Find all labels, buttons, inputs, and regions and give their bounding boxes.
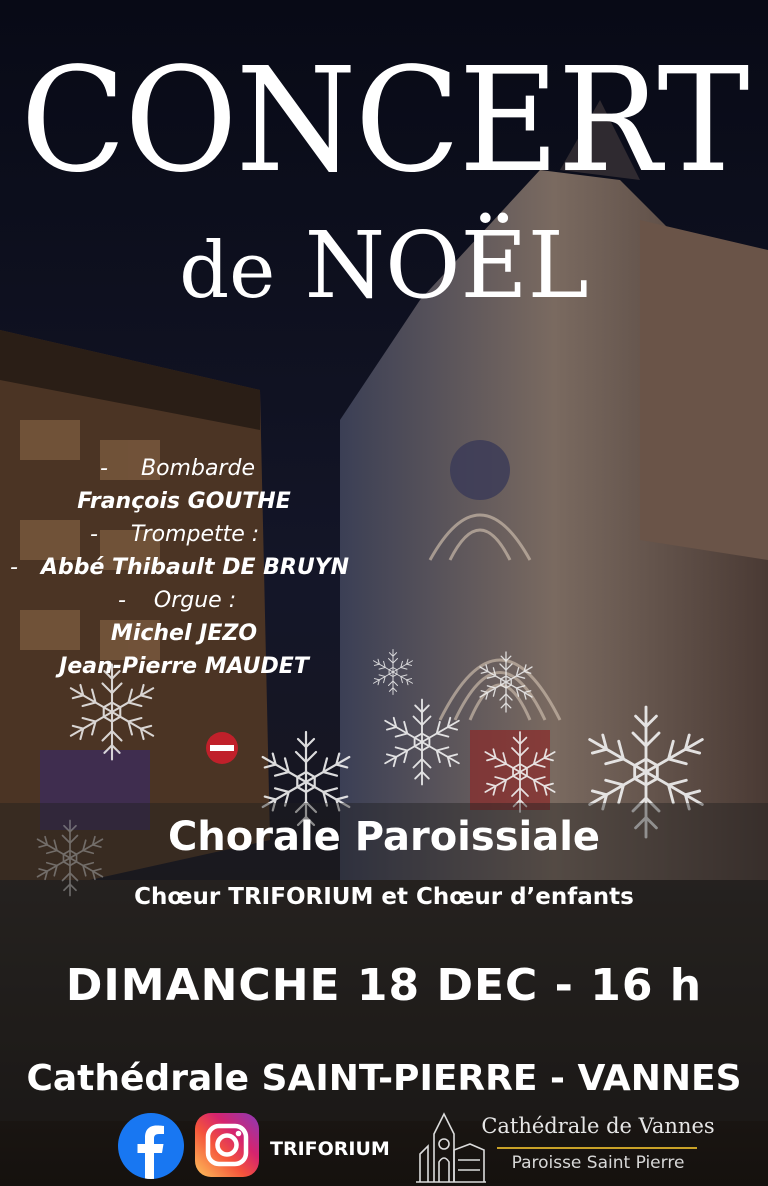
snowflake-icon	[477, 652, 535, 712]
list-dash: -	[10, 555, 18, 580]
musician-name: Jean-Pierre MAUDET	[59, 654, 309, 679]
chorale-title: Chorale Paroissiale	[167, 814, 601, 860]
list-dash: -	[100, 456, 108, 481]
list-dash: -	[90, 522, 98, 547]
social-handle[interactable]: TRIFORIUM	[270, 1138, 390, 1160]
musician-row	[0, 518, 368, 551]
title-noel: NOËL	[304, 212, 589, 319]
instrument-label: Trompette :	[130, 522, 260, 547]
musician-row	[0, 452, 368, 485]
instagram-icon[interactable]	[195, 1113, 259, 1177]
musician-row	[0, 584, 368, 617]
title-de: de	[179, 226, 276, 316]
musician-row	[0, 617, 368, 650]
cathedral-logo-icon	[414, 1104, 488, 1184]
musicians-list	[0, 452, 368, 683]
cathedral-subtitle: Paroisse Saint Pierre	[511, 1153, 685, 1173]
title-concert: CONCERT	[20, 36, 748, 204]
snowflake-icon	[371, 650, 414, 695]
concert-location: Cathédrale SAINT-PIERRE - VANNES	[26, 1058, 742, 1099]
musician-name: François GOUTHE	[77, 489, 291, 514]
cathedral-name: Cathédrale de Vannes	[481, 1114, 715, 1138]
instrument-label: Orgue :	[153, 588, 237, 613]
facebook-icon[interactable]	[118, 1113, 184, 1179]
musician-name: Michel JEZO	[110, 621, 258, 646]
list-dash: -	[118, 588, 126, 613]
concert-date: DIMANCHE 18 DEC - 16 h	[65, 960, 703, 1011]
musician-row	[0, 551, 368, 584]
musician-name: Abbé Thibault DE BRUYN	[40, 555, 350, 580]
snowflake-icon	[481, 732, 558, 812]
musician-row	[0, 485, 368, 518]
musician-row	[0, 650, 368, 683]
cathedral-divider	[497, 1147, 697, 1149]
title-de-noel	[0, 212, 768, 319]
instrument-label: Bombarde	[141, 456, 255, 481]
snowflake-icon	[381, 700, 463, 785]
choeurs-subtitle: Chœur TRIFORIUM et Chœur d’enfants	[134, 884, 634, 910]
